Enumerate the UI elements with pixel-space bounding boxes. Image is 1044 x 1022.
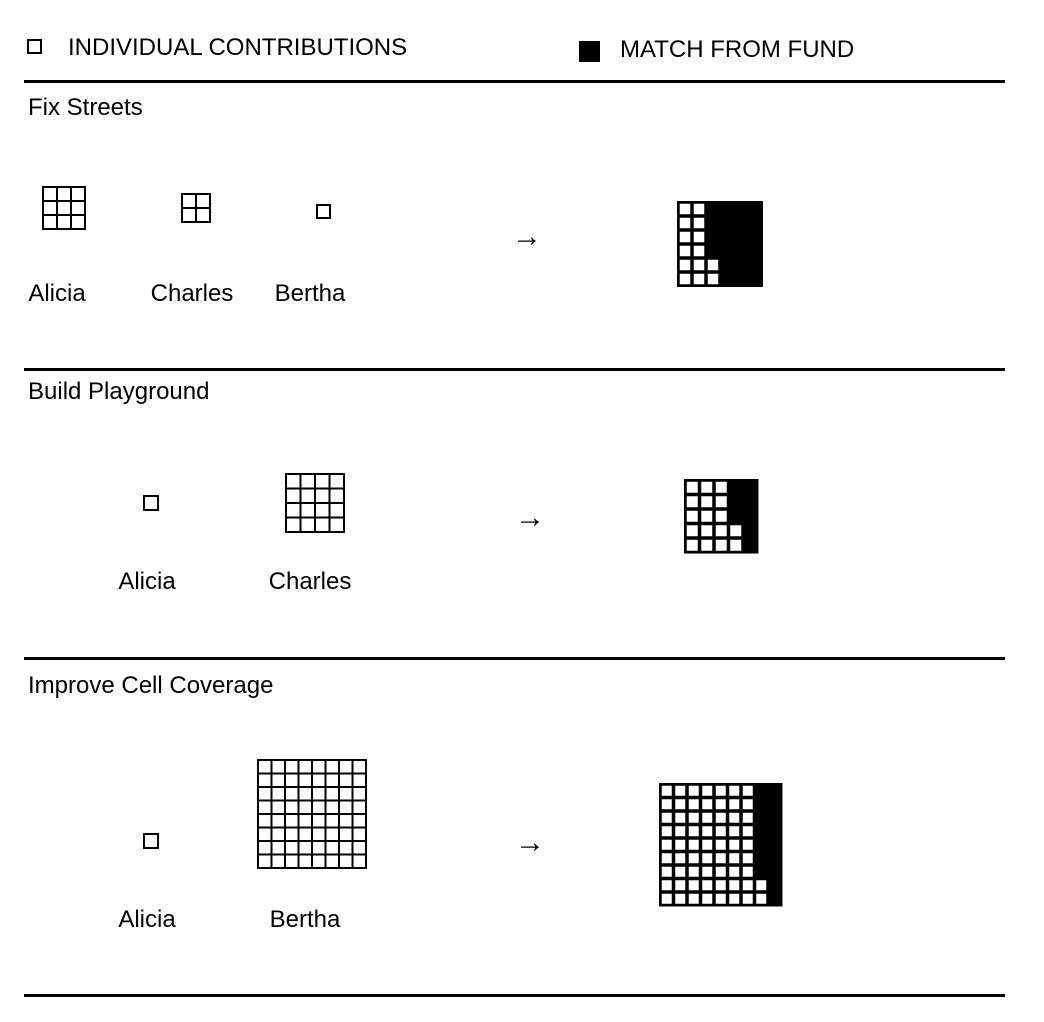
individual-cell [675, 785, 687, 797]
individual-cell [688, 785, 700, 797]
individual-cell [729, 826, 741, 838]
individual-cell [688, 893, 700, 905]
individual-cell [715, 853, 727, 865]
individual-cell [729, 839, 741, 851]
contribution-cell [353, 841, 367, 855]
individual-cell [729, 799, 741, 811]
contribution-cell [339, 814, 353, 828]
individual-cell [715, 839, 727, 851]
individual-cell [702, 893, 714, 905]
contribution-cell [258, 841, 272, 855]
contribution-cell [285, 841, 299, 855]
individual-cell [675, 812, 687, 824]
contribution-cell [286, 503, 301, 518]
individual-cell [715, 866, 727, 878]
contribution-cell [326, 828, 340, 842]
contribution-grid-alicia [41, 185, 87, 231]
contribution-cell [312, 841, 326, 855]
individual-cell [675, 893, 687, 905]
arrow-icon: → [515, 826, 545, 859]
individual-cell [729, 812, 741, 824]
contribution-cell [330, 503, 345, 518]
individual-cell [715, 785, 727, 797]
individual-cell [702, 880, 714, 892]
contribution-cell [312, 801, 326, 815]
individual-cell [661, 839, 673, 851]
contribution-cell [326, 787, 340, 801]
individual-cell [701, 539, 714, 552]
contributor-name: Alicia [28, 280, 86, 307]
contribution-cell [272, 855, 286, 869]
individual-cell [661, 812, 673, 824]
individual-cell [715, 496, 728, 509]
individual-cell [675, 839, 687, 851]
contribution-cell [353, 774, 367, 788]
contribution-cell [312, 828, 326, 842]
individual-cell [715, 893, 727, 905]
contribution-cell [301, 518, 316, 533]
individual-contribution-legend-icon [27, 39, 42, 54]
contribution-cell [272, 774, 286, 788]
contribution-cell [196, 194, 210, 208]
contribution-cell [285, 855, 299, 869]
contributor-name: Alicia [118, 568, 176, 595]
individual-cell [661, 826, 673, 838]
contribution-cell [299, 801, 313, 815]
individual-cell [701, 496, 714, 509]
individual-cell [715, 539, 728, 552]
individual-cell [688, 826, 700, 838]
individual-cell [715, 510, 728, 523]
contribution-cell [315, 518, 330, 533]
legend-individual-label: INDIVIDUAL CONTRIBUTIONS [68, 34, 408, 61]
individual-cell [701, 510, 714, 523]
contribution-cell [326, 814, 340, 828]
contribution-cell [272, 814, 286, 828]
divider [24, 368, 1005, 371]
contribution-cell [312, 787, 326, 801]
contribution-cell [258, 787, 272, 801]
individual-cell [742, 799, 754, 811]
individual-cell [742, 839, 754, 851]
contribution-cell [299, 855, 313, 869]
individual-cell [702, 785, 714, 797]
individual-cell [686, 525, 699, 538]
contribution-cell [315, 489, 330, 504]
individual-cell [688, 799, 700, 811]
contribution-cell [272, 787, 286, 801]
contribution-cell [144, 834, 158, 848]
individual-cell [702, 812, 714, 824]
individual-cell [661, 785, 673, 797]
contribution-grid-bertha [256, 758, 368, 870]
individual-cell [701, 525, 714, 538]
individual-cell [730, 539, 743, 552]
individual-cell [707, 259, 719, 271]
individual-cell [729, 853, 741, 865]
individual-cell [679, 245, 691, 257]
arrow-icon: → [512, 220, 542, 253]
individual-cell [675, 799, 687, 811]
contribution-cell [57, 187, 71, 201]
contribution-cell [182, 208, 196, 222]
individual-cell [661, 893, 673, 905]
individual-cell [730, 525, 743, 538]
contribution-cell [326, 855, 340, 869]
contribution-cell [258, 801, 272, 815]
contribution-cell [258, 855, 272, 869]
individual-cell [742, 812, 754, 824]
contribution-cell [272, 841, 286, 855]
individual-cell [756, 893, 768, 905]
contribution-cell [330, 489, 345, 504]
contribution-cell [43, 201, 57, 215]
divider [24, 994, 1005, 997]
contribution-cell [285, 801, 299, 815]
contribution-cell [71, 187, 85, 201]
contribution-cell [339, 760, 353, 774]
contribution-cell [71, 215, 85, 229]
contribution-cell [258, 828, 272, 842]
contribution-cell [258, 774, 272, 788]
contribution-cell [43, 187, 57, 201]
individual-cell [693, 245, 705, 257]
contribution-cell [353, 760, 367, 774]
contribution-cell [339, 855, 353, 869]
contribution-cell [353, 801, 367, 815]
individual-cell [679, 231, 691, 243]
individual-cell [701, 481, 714, 494]
contribution-cell [353, 814, 367, 828]
contribution-cell [339, 774, 353, 788]
individual-cell [675, 853, 687, 865]
contribution-cell [286, 474, 301, 489]
contribution-cell [285, 787, 299, 801]
contribution-cell [353, 787, 367, 801]
individual-cell [715, 812, 727, 824]
contribution-cell [330, 518, 345, 533]
individual-cell [661, 853, 673, 865]
contribution-grid-charles [284, 472, 346, 534]
contribution-cell [299, 787, 313, 801]
contribution-cell [57, 215, 71, 229]
contribution-cell [301, 489, 316, 504]
individual-cell [729, 893, 741, 905]
individual-cell [675, 880, 687, 892]
individual-cell [715, 799, 727, 811]
project-title: Fix Streets [28, 94, 143, 121]
individual-cell [742, 826, 754, 838]
contribution-cell [272, 760, 286, 774]
contribution-cell [326, 760, 340, 774]
individual-cell [742, 785, 754, 797]
individual-cell [715, 525, 728, 538]
divider [24, 80, 1005, 83]
contribution-cell [339, 828, 353, 842]
individual-cell [661, 799, 673, 811]
contributor-name: Alicia [118, 906, 176, 933]
total-funding-grid [658, 782, 784, 908]
individual-cell [693, 231, 705, 243]
individual-cell [715, 880, 727, 892]
contribution-cell [285, 774, 299, 788]
contribution-cell [285, 828, 299, 842]
contribution-cell [312, 855, 326, 869]
contribution-cell [286, 489, 301, 504]
individual-cell [686, 510, 699, 523]
individual-cell [729, 866, 741, 878]
individual-cell [679, 217, 691, 229]
contribution-cell [301, 503, 316, 518]
individual-cell [688, 853, 700, 865]
contribution-cell [299, 841, 313, 855]
divider [24, 657, 1005, 660]
contribution-grid-charles [180, 192, 212, 224]
individual-cell [756, 880, 768, 892]
total-funding-grid [676, 200, 764, 288]
contribution-cell [272, 801, 286, 815]
contribution-grid-alicia [142, 832, 160, 850]
contribution-cell [339, 801, 353, 815]
project-title: Build Playground [28, 378, 210, 405]
individual-cell [742, 893, 754, 905]
individual-cell [679, 259, 691, 271]
individual-cell [693, 273, 705, 285]
contribution-cell [312, 814, 326, 828]
contribution-cell [299, 814, 313, 828]
individual-cell [715, 826, 727, 838]
contribution-cell [317, 205, 330, 218]
individual-cell [686, 481, 699, 494]
individual-cell [688, 839, 700, 851]
contributor-name: Charles [268, 568, 352, 595]
project-title: Improve Cell Coverage [28, 672, 274, 699]
contribution-cell [299, 760, 313, 774]
individual-cell [675, 826, 687, 838]
individual-cell [693, 259, 705, 271]
contribution-cell [339, 787, 353, 801]
contribution-cell [312, 774, 326, 788]
individual-cell [742, 853, 754, 865]
individual-cell [686, 496, 699, 509]
individual-cell [679, 203, 691, 215]
contribution-cell [326, 774, 340, 788]
contribution-cell [272, 828, 286, 842]
individual-cell [693, 217, 705, 229]
contribution-cell [286, 518, 301, 533]
legend-match-label: MATCH FROM FUND [620, 36, 855, 63]
individual-cell [702, 799, 714, 811]
contribution-cell [285, 814, 299, 828]
individual-cell [707, 273, 719, 285]
individual-cell [729, 880, 741, 892]
individual-cell [702, 866, 714, 878]
contributor-name: Bertha [274, 280, 346, 307]
individual-cell [729, 785, 741, 797]
individual-cell [661, 880, 673, 892]
total-funding-grid [683, 478, 760, 555]
contribution-cell [353, 828, 367, 842]
individual-cell [702, 826, 714, 838]
contribution-cell [330, 474, 345, 489]
individual-cell [742, 866, 754, 878]
individual-cell [686, 539, 699, 552]
contribution-cell [258, 760, 272, 774]
contribution-cell [43, 215, 57, 229]
individual-cell [715, 481, 728, 494]
individual-cell [661, 866, 673, 878]
contribution-grid-bertha [315, 203, 332, 220]
contributor-name: Bertha [269, 906, 341, 933]
contribution-cell [353, 855, 367, 869]
individual-cell [688, 866, 700, 878]
contribution-cell [312, 760, 326, 774]
fund-match-legend-icon [579, 41, 600, 62]
contribution-cell [144, 496, 158, 510]
contribution-grid-alicia [142, 494, 160, 512]
contribution-cell [299, 828, 313, 842]
individual-cell [702, 839, 714, 851]
individual-cell [702, 853, 714, 865]
contribution-cell [301, 474, 316, 489]
contribution-cell [299, 774, 313, 788]
individual-cell [688, 880, 700, 892]
contribution-cell [326, 801, 340, 815]
contribution-cell [71, 201, 85, 215]
individual-cell [688, 812, 700, 824]
contribution-cell [339, 841, 353, 855]
contribution-cell [285, 760, 299, 774]
contribution-cell [315, 503, 330, 518]
individual-cell [679, 273, 691, 285]
individual-cell [742, 880, 754, 892]
contribution-cell [258, 814, 272, 828]
individual-cell [675, 866, 687, 878]
contribution-cell [182, 194, 196, 208]
contributor-name: Charles [150, 280, 234, 307]
arrow-icon: → [515, 501, 545, 534]
contribution-cell [57, 201, 71, 215]
contribution-cell [315, 474, 330, 489]
contribution-cell [326, 841, 340, 855]
contribution-cell [196, 208, 210, 222]
individual-cell [693, 203, 705, 215]
